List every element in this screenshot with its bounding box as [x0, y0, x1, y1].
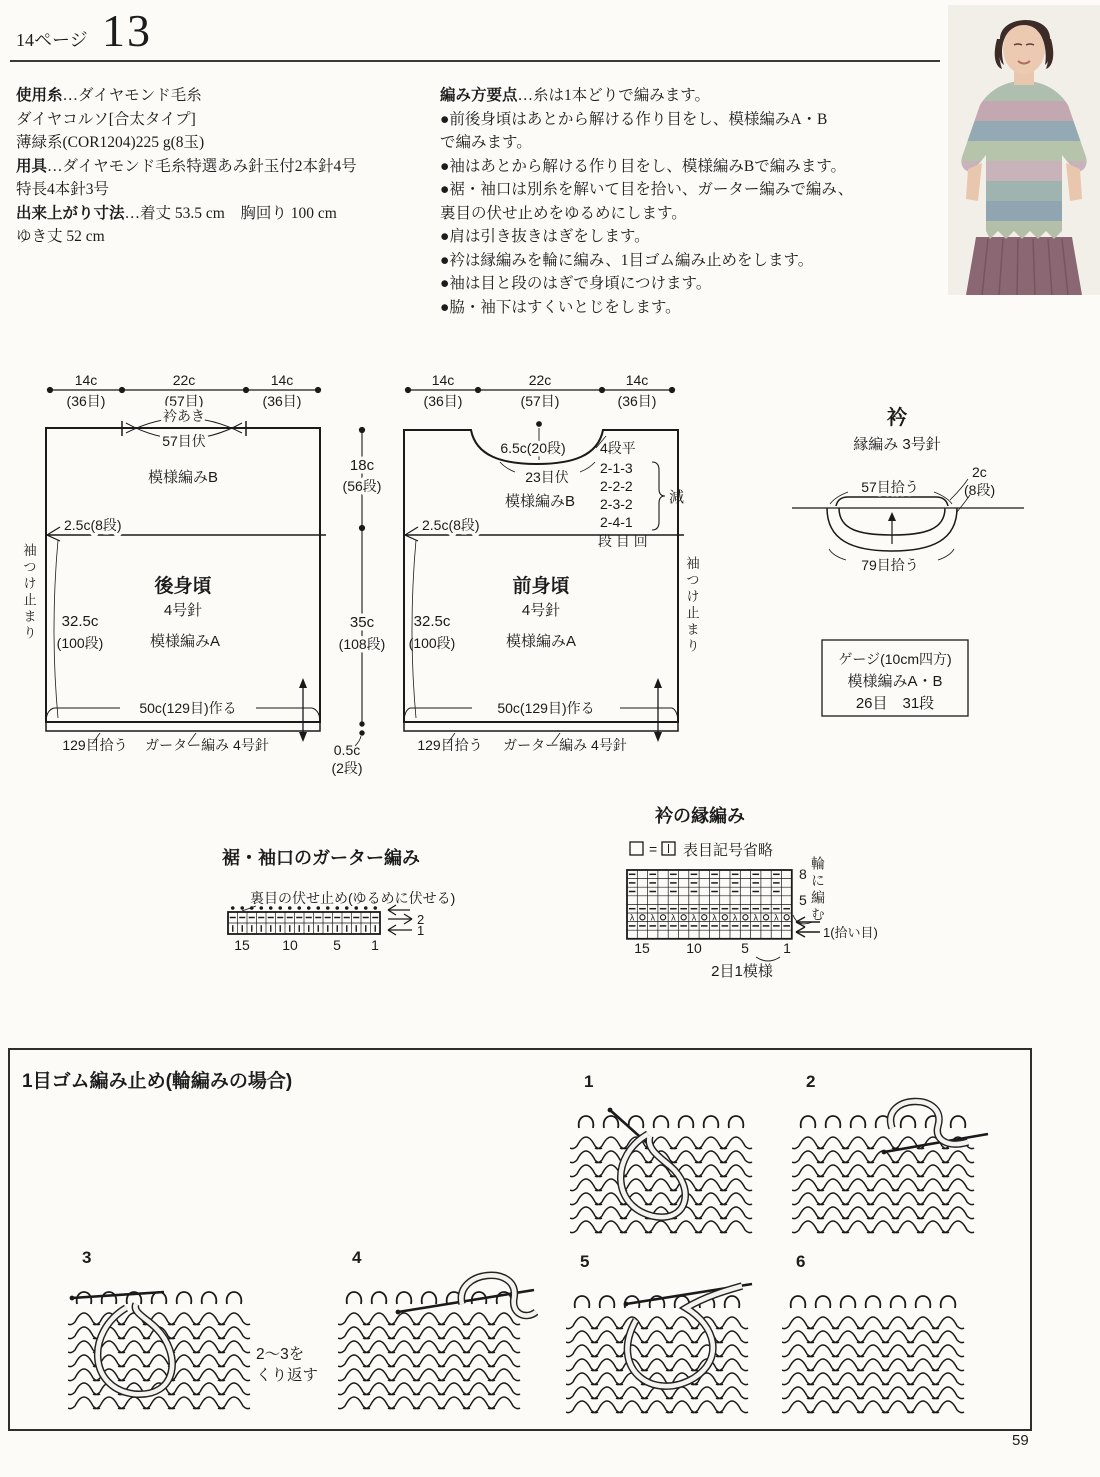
bind-off-step [792, 1072, 992, 1249]
points-line: ●肩は引き抜きはぎをします。 [440, 228, 650, 245]
step-illustration-5 [566, 1274, 766, 1424]
garter-chart [228, 905, 412, 935]
step-number: 1 [584, 1072, 594, 1091]
svg-text:0.5c: 0.5c [333, 742, 361, 758]
bind-off-step [570, 1072, 770, 1249]
svg-text:λ: λ [691, 912, 697, 923]
points-line: ●前後身頃はあとから解ける作り目をし、模様編みA・B [440, 110, 828, 128]
garter-chart-title: 裾・袖口のガーター編み [222, 848, 420, 868]
stitch-charts [0, 800, 1100, 1000]
svg-text:λ: λ [774, 912, 779, 923]
bind-off-step [338, 1248, 538, 1425]
svg-text:(36目): (36目) [617, 393, 657, 409]
collar-chart-title: 衿の縁編み [655, 806, 745, 826]
svg-text:14c: 14c [431, 372, 455, 388]
svg-text:1: 1 [783, 940, 791, 956]
garter-chart-note: 裏目の伏せ止め(ゆるめに伏せる) [250, 890, 456, 906]
svg-text:(57目): (57目) [520, 393, 560, 409]
svg-text:57目伏: 57目伏 [162, 433, 206, 449]
collar-edge-chart [627, 842, 820, 961]
svg-text:35c: 35c [349, 614, 375, 631]
garter-chart-grid [228, 906, 380, 934]
repeat-note: 2目1模様 [711, 963, 773, 980]
page-reference: 14ページ [16, 30, 88, 50]
points-line: ●袖は目と段のはぎで身頃につけます。 [440, 275, 712, 292]
svg-text:(36目): (36目) [66, 393, 106, 409]
materials-line: 薄緑系(COR1204)225 g(8玉) [16, 134, 205, 151]
svg-text:50c(129目)作る: 50c(129目)作る [497, 700, 595, 716]
points-line: ●脇・袖下はすくいとじをします。 [440, 298, 681, 316]
svg-text:ゲージ(10cm四方): ゲージ(10cm四方) [838, 651, 952, 667]
page-number: 59 [1012, 1432, 1029, 1449]
svg-text:14c: 14c [270, 372, 294, 388]
step-number: 2 [806, 1072, 816, 1091]
materials-line: 使用糸…ダイヤモンド毛糸 [16, 87, 202, 104]
svg-text:22c: 22c [528, 372, 552, 388]
collar-chart-legend: 表目記号省略 [683, 842, 774, 859]
design-number: 13 [102, 5, 152, 56]
svg-text:14c: 14c [625, 372, 649, 388]
svg-text:2: 2 [417, 912, 425, 927]
svg-text:(36目): (36目) [423, 393, 463, 409]
svg-text:ガーター編み 4号針: ガーター編み 4号針 [145, 737, 269, 753]
svg-text:2-2-2: 2-2-2 [600, 478, 633, 494]
svg-text:衿: 衿 [887, 407, 907, 429]
svg-text:後身頃: 後身頃 [154, 576, 212, 597]
svg-text:50c(129目)作る: 50c(129目)作る [139, 700, 237, 716]
step-number: 4 [352, 1248, 362, 1267]
svg-text:23目伏: 23目伏 [525, 469, 569, 485]
pickup-row-note: 1(拾い目) [823, 925, 878, 940]
svg-text:18c: 18c [349, 457, 375, 474]
points-line: 編み方要点…糸は1本どりで編みます。 [440, 87, 711, 104]
svg-text:(100段): (100段) [56, 635, 104, 651]
svg-text:26目 31段: 26目 31段 [855, 695, 935, 712]
svg-text:模様編みB: 模様編みB [147, 469, 219, 486]
collar-chart-grid [627, 870, 792, 939]
center-dimension-line [355, 427, 365, 746]
svg-text:2-4-1: 2-4-1 [600, 514, 633, 530]
step-illustration-2 [792, 1094, 992, 1244]
back-sleeve-end-label: 袖つけ止まり [21, 543, 36, 642]
svg-text:4号針: 4号針 [521, 602, 561, 619]
svg-text:λ: λ [671, 912, 676, 923]
step-number: 5 [580, 1252, 590, 1271]
svg-text:縁編み 3号針: 縁編み 3号針 [853, 436, 941, 453]
center-dimension-labels [331, 457, 385, 776]
svg-text:1: 1 [371, 937, 379, 953]
svg-text:1: 1 [417, 923, 425, 938]
bind-off-step [68, 1248, 268, 1425]
front-sleeve-end-label: 袖つけ止まり [684, 556, 699, 655]
svg-text:段 目 回: 段 目 回 [598, 533, 648, 549]
svg-text:模様編みA: 模様編みA [505, 633, 577, 650]
svg-text:129目拾う: 129目拾う [62, 737, 128, 753]
svg-text:32.5c: 32.5c [413, 613, 451, 630]
bind-off-step [782, 1252, 982, 1429]
header-rule [10, 60, 940, 62]
svg-text:(2段): (2段) [331, 760, 363, 776]
svg-text:λ: λ [629, 912, 635, 923]
materials-line: 特長4本針3号 [16, 181, 110, 198]
svg-text:2c: 2c [972, 464, 987, 480]
svg-text:(108段): (108段) [338, 636, 386, 652]
materials-line: ゆき丈 52 cm [16, 228, 105, 245]
points-line: ●裾・袖口は別糸を解いて目を拾い、ガーター編みで編み、 [440, 181, 854, 198]
svg-text:4号針: 4号針 [163, 602, 203, 619]
points-line: 裏目の伏せ止めをゆるめにします。 [440, 204, 687, 222]
points-line: ●袖はあとから解ける作り目をし、模様編みBで編みます。 [440, 157, 846, 175]
gauge-labels [838, 651, 951, 712]
svg-text:129目拾う: 129目拾う [417, 737, 483, 753]
step-illustration-4 [338, 1270, 538, 1420]
svg-text:2-3-2: 2-3-2 [600, 496, 633, 512]
svg-text:79目拾う: 79目拾う [861, 557, 919, 573]
svg-text:2-1-3: 2-1-3 [600, 460, 633, 476]
schematic-diagrams [0, 358, 1100, 808]
materials-line: 用具…ダイヤモンド毛糸特選あみ針玉付2本針4号 [16, 157, 357, 175]
svg-text:(100段): (100段) [408, 635, 456, 651]
svg-text:λ: λ [732, 912, 738, 923]
svg-text:模様編みB: 模様編みB [504, 493, 576, 510]
materials-line: ダイヤコルソ[合太タイプ] [16, 110, 196, 128]
svg-text:(56段): (56段) [342, 478, 382, 494]
svg-text:10: 10 [686, 940, 702, 956]
repeat-steps-note: 2〜3を くり返す [256, 1346, 319, 1384]
svg-text:前身頃: 前身頃 [512, 576, 570, 597]
step-number: 6 [796, 1252, 806, 1271]
svg-text:32.5c: 32.5c [61, 613, 99, 630]
svg-text:2.5c(8段): 2.5c(8段) [64, 517, 122, 533]
svg-text:λ: λ [712, 912, 717, 923]
svg-text:減: 減 [669, 489, 685, 506]
bind-off-title: 1目ゴム編み止め(輪編みの場合) [22, 1071, 293, 1092]
svg-text:5: 5 [799, 892, 807, 908]
svg-text:15: 15 [234, 937, 250, 953]
svg-text:4段平: 4段平 [600, 440, 636, 456]
svg-text:衿あき: 衿あき [163, 408, 205, 424]
materials-line: 出来上がり寸法…着丈 53.5 cm 胸回り 100 cm [16, 204, 337, 222]
svg-text:57目拾う: 57目拾う [861, 479, 919, 495]
svg-text:14c: 14c [74, 372, 98, 388]
svg-text:6.5c(20段): 6.5c(20段) [500, 440, 566, 456]
materials-section [16, 84, 436, 249]
svg-text:10: 10 [282, 937, 298, 953]
svg-text:λ: λ [650, 912, 655, 923]
svg-text:ガーター編み 4号針: ガーター編み 4号針 [503, 737, 627, 753]
back-body-labels [57, 372, 302, 753]
svg-text:模様編みA・B: 模様編みA・B [847, 673, 943, 690]
bind-off-instruction-box [8, 1048, 1032, 1431]
svg-text:(8段): (8段) [964, 482, 996, 498]
step-illustration-3 [68, 1270, 268, 1420]
svg-text:8: 8 [799, 866, 807, 882]
step-illustration-1 [570, 1094, 770, 1244]
svg-text:λ: λ [753, 912, 758, 923]
svg-text:5: 5 [741, 940, 749, 956]
points-line: ●衿は縁編みを輪に編み、1目ゴム編み止めをします。 [440, 251, 814, 269]
model-photo [948, 5, 1100, 295]
svg-text:(36目): (36目) [262, 393, 302, 409]
bind-off-step [566, 1252, 766, 1429]
knitting-points-section [440, 84, 945, 319]
equals-sign: = [649, 841, 658, 857]
step-number: 3 [82, 1248, 92, 1267]
knit-in-round-label: 輪に編む [810, 856, 826, 924]
svg-text:模様編みA: 模様編みA [149, 633, 221, 650]
svg-text:5: 5 [333, 937, 341, 953]
step-illustration-6 [782, 1274, 982, 1424]
svg-text:2.5c(8段): 2.5c(8段) [422, 517, 480, 533]
svg-text:22c: 22c [172, 372, 196, 388]
svg-text:(57目): (57目) [164, 393, 204, 409]
svg-text:15: 15 [634, 940, 650, 956]
points-line: で編みます。 [440, 134, 532, 151]
